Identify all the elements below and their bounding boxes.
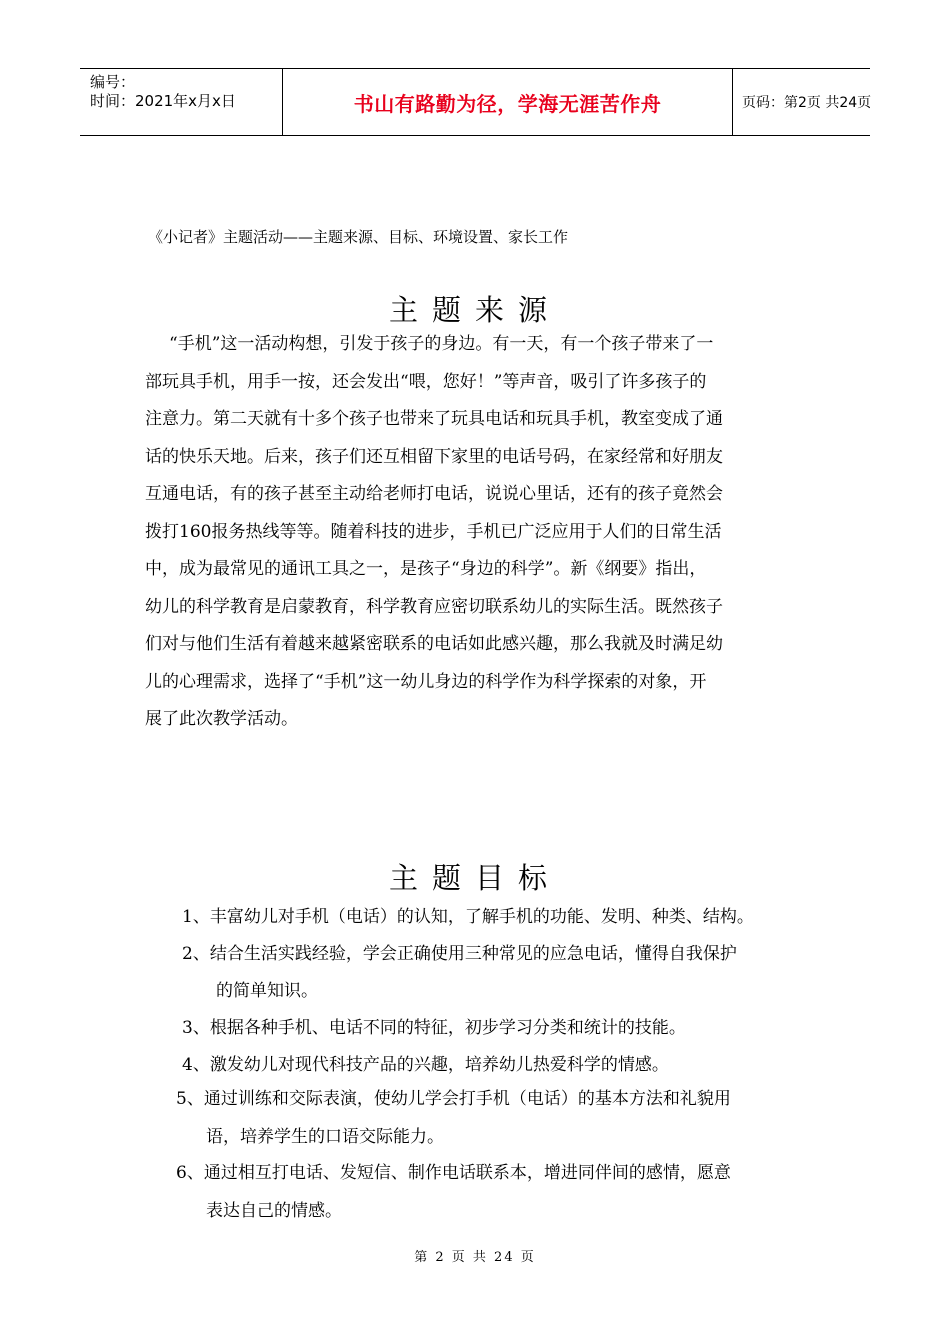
header-page-info: 页码：第2页 共24页 — [742, 95, 872, 111]
paragraph-line: 互通电话，有的孩子甚至主动给老师打电话，说说心里话，还有的孩子竟然会 — [145, 484, 723, 504]
paragraph-line: 展了此次教学活动。 — [145, 709, 298, 729]
goal-item-2-cont: 的简单知识。 — [216, 981, 318, 1001]
goal-item-5-cont: 语，培养学生的口语交际能力。 — [206, 1127, 444, 1147]
goal-item-2: 2、结合生活实践经验，学会正确使用三种常见的应急电话，懂得自我保护 — [182, 944, 737, 964]
header-meta — [80, 69, 282, 135]
paragraph-line: 幼儿的科学教育是启蒙教育，科学教育应密切联系幼儿的实际生活。既然孩子 — [145, 596, 723, 617]
paragraph-line: 话的快乐天地。后来，孩子们还互相留下家里的电话号码，在家经常和好朋友 — [145, 446, 723, 467]
time-label: 时间：2021年x月x日 — [90, 92, 236, 110]
document-subtitle: 《小记者》主题活动——主题来源、目标、环境设置、家长工作 — [148, 228, 569, 246]
page-footer: 第 2 页 共 24 页 — [414, 1250, 536, 1265]
header-motto: 书山有路勤为径，学海无涯苦作舟 — [282, 69, 733, 135]
goals-section-title: 主题目标 — [388, 861, 561, 895]
goal-item-3: 3、根据各种手机、电话不同的特征，初步学习分类和统计的技能。 — [182, 1018, 686, 1038]
goal-item-4: 4、激发幼儿对现代科技产品的兴趣，培养幼儿热爱科学的情感。 — [182, 1055, 669, 1075]
number-label: 编号： — [90, 73, 136, 91]
paragraph-line: 部玩具手机，用手一按，还会发出“喂，您好！”等声音，吸引了许多孩子的 — [145, 371, 707, 392]
paragraph-line: 中，成为最常见的通讯工具之一，是孩子“身边的科学”。新《纲要》指出， — [145, 559, 707, 579]
source-paragraph — [145, 326, 815, 739]
paragraph-line: “手机”这一活动构想，引发于孩子的身边。有一天，有一个孩子带来了一 — [169, 334, 714, 354]
goal-item-5: 5、通过训练和交际表演，使幼儿学会打手机（电话）的基本方法和礼貌用 — [176, 1089, 731, 1109]
paragraph-line: 们对与他们生活有着越来越紧密联系的电话如此感兴趣，那么我就及时满足幼 — [145, 634, 723, 654]
goal-item-6: 6、通过相互打电话、发短信、制作电话联系本，增进同伴间的感情，愿意 — [176, 1163, 731, 1183]
paragraph-line: 儿的心理需求，选择了“手机”这一幼儿身边的科学作为科学探索的对象，开 — [145, 671, 707, 692]
paragraph-line: 拨打160报务热线等等。随着科技的进步，手机已广泛应用于人们的日常生活 — [145, 521, 722, 542]
page-header — [80, 68, 870, 136]
goal-item-6-cont: 表达自己的情感。 — [206, 1201, 342, 1221]
source-section-title: 主题来源 — [388, 293, 561, 327]
goal-item-1: 1、丰富幼儿对手机（电话）的认知，了解手机的功能、发明、种类、结构。 — [182, 907, 754, 927]
paragraph-line: 注意力。第二天就有十多个孩子也带来了玩具电话和玩具手机，教室变成了通 — [145, 409, 723, 429]
